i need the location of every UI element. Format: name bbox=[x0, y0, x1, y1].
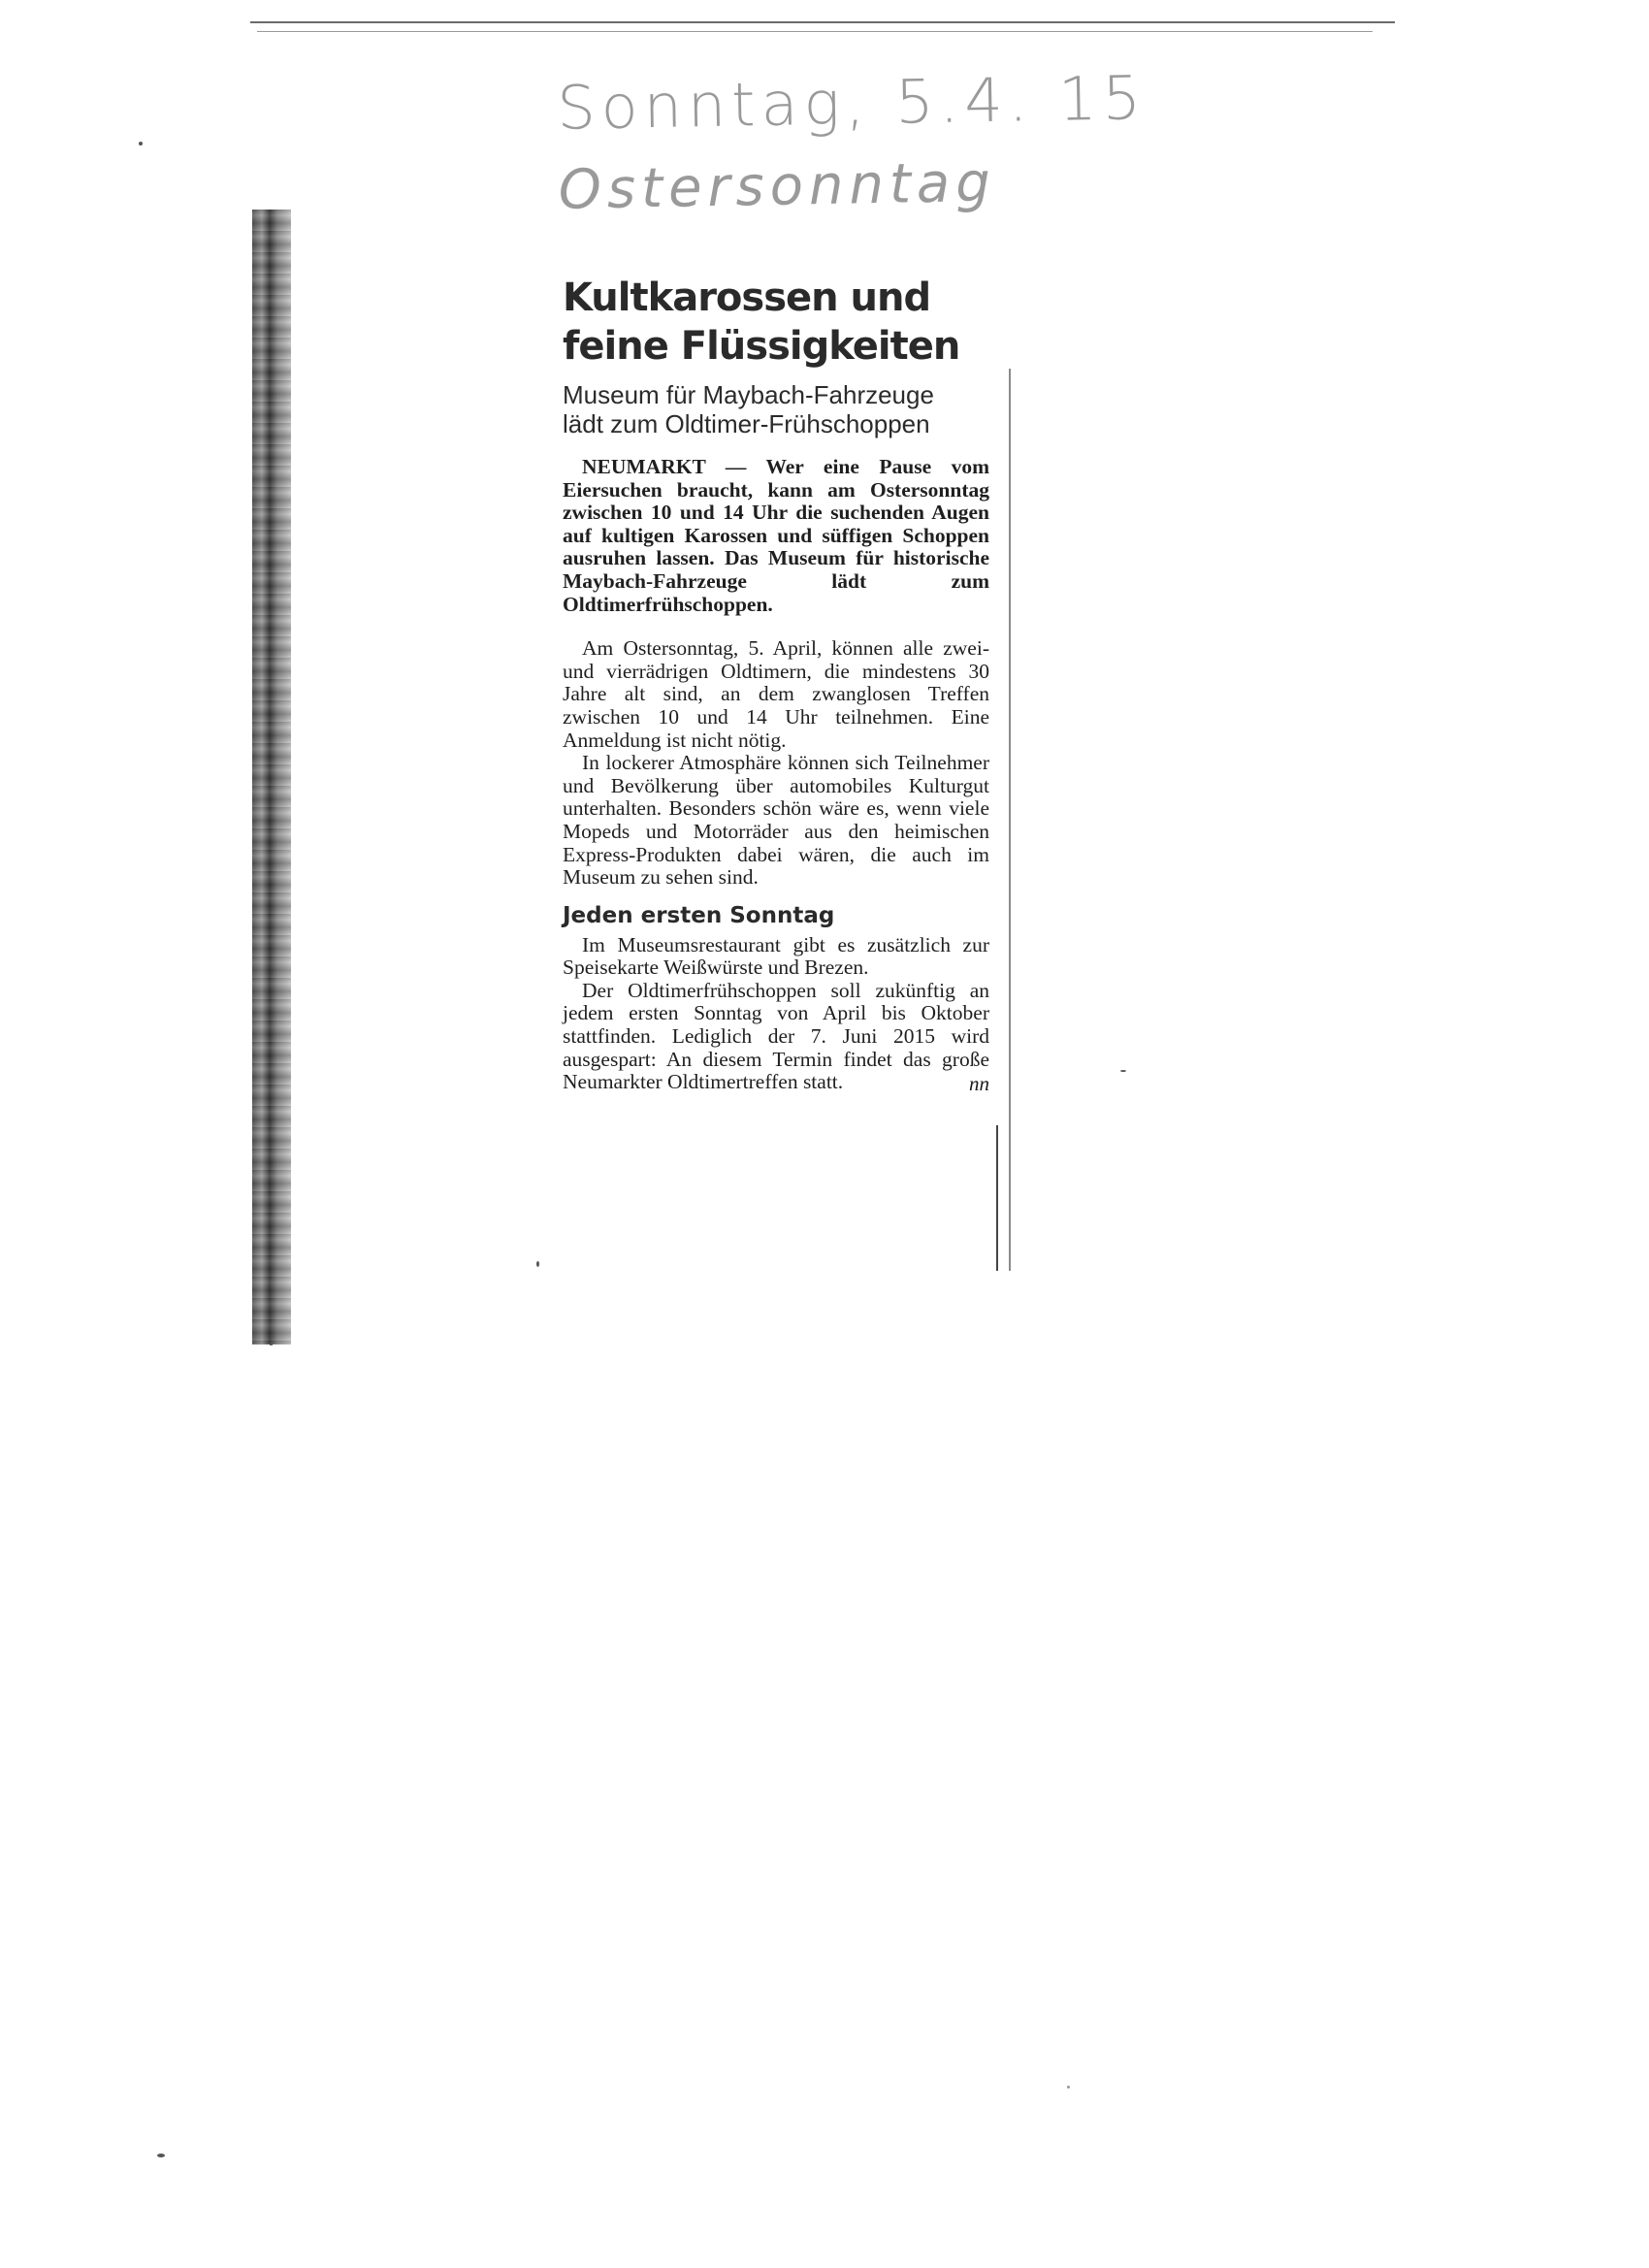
newspaper-article bbox=[563, 274, 989, 1094]
scan-speck bbox=[1120, 1070, 1126, 1072]
article-lead: NEUMARKT — Wer eine Pause vom Eiersuchen braucht, kann am Ostersonntag zwischen 10 und 14 Uhr die suchenden Augen auf kultigen Karossen und süffigen Schoppen ausruhen lassen. Das Museum für historische Maybach-Fahrzeuge lädt zum Oldtimerfrühschoppen. bbox=[563, 455, 989, 616]
handwritten-note bbox=[556, 55, 1148, 229]
article-paragraph-2: In lockerer Atmosphäre können sich Teilnehmer und Bevölkerung über automobiles Kulturgut unterhalten. Besonders schön wäre es, wenn viele Mopeds und Motorräder aus den heimischen Express-Produkten dabei wären, die auch im Museum zu sehen sind. bbox=[563, 751, 989, 890]
article-author: nn bbox=[969, 1071, 989, 1095]
clipping-photo-strip bbox=[252, 210, 291, 1345]
headline-line-1: Kultkarossen und bbox=[563, 275, 931, 320]
clipping-column-rule-dark bbox=[996, 1125, 998, 1271]
handwritten-occasion: Ostersonntag bbox=[558, 150, 997, 222]
scan-edge-line bbox=[250, 21, 1395, 23]
scan-speck bbox=[139, 142, 143, 146]
article-paragraph-1: Am Ostersonntag, 5. April, können alle zwei- und vierrädrigen Oldtimern, die mindestens 30 Jahre alt sind, an dem zwanglosen Treffen zwischen 10 und 14 Uhr teilnehmen. Eine Anmeldung ist nicht nötig. bbox=[563, 636, 989, 752]
scan-speck bbox=[157, 2154, 165, 2157]
scan-edge-line-secondary bbox=[257, 31, 1373, 32]
clipping-column-rule bbox=[1009, 369, 1011, 1271]
handwritten-date: Sonntag, 5.4. 15 bbox=[556, 62, 1148, 144]
article-headline bbox=[563, 274, 989, 371]
article-subheadline bbox=[563, 380, 989, 438]
scan-speck bbox=[536, 1261, 539, 1267]
scan-speck bbox=[1067, 2086, 1070, 2089]
headline-line-2: feine Flüssigkeiten bbox=[563, 324, 960, 369]
subhead-line-1: Museum für Maybach-Fahrzeuge bbox=[563, 380, 934, 409]
article-paragraph-3: Im Museumsrestaurant gibt es zusätzlich zur Speisekarte Weißwürste und Brezen. bbox=[563, 932, 989, 980]
article-section-heading: Jeden ersten Sonntag bbox=[563, 902, 835, 928]
article-paragraph-4: Der Oldtimerfrühschoppen soll zukünftig an jedem ersten Sonntag von April bis Oktober stattfinden. Lediglich der 7. Juni 2015 wird ausgespart: An diesem Termin findet das große Neumarkter Oldtimertreffen statt. bbox=[563, 978, 989, 1094]
subhead-line-2: lädt zum Oldtimer-Frühschoppen bbox=[563, 409, 930, 438]
